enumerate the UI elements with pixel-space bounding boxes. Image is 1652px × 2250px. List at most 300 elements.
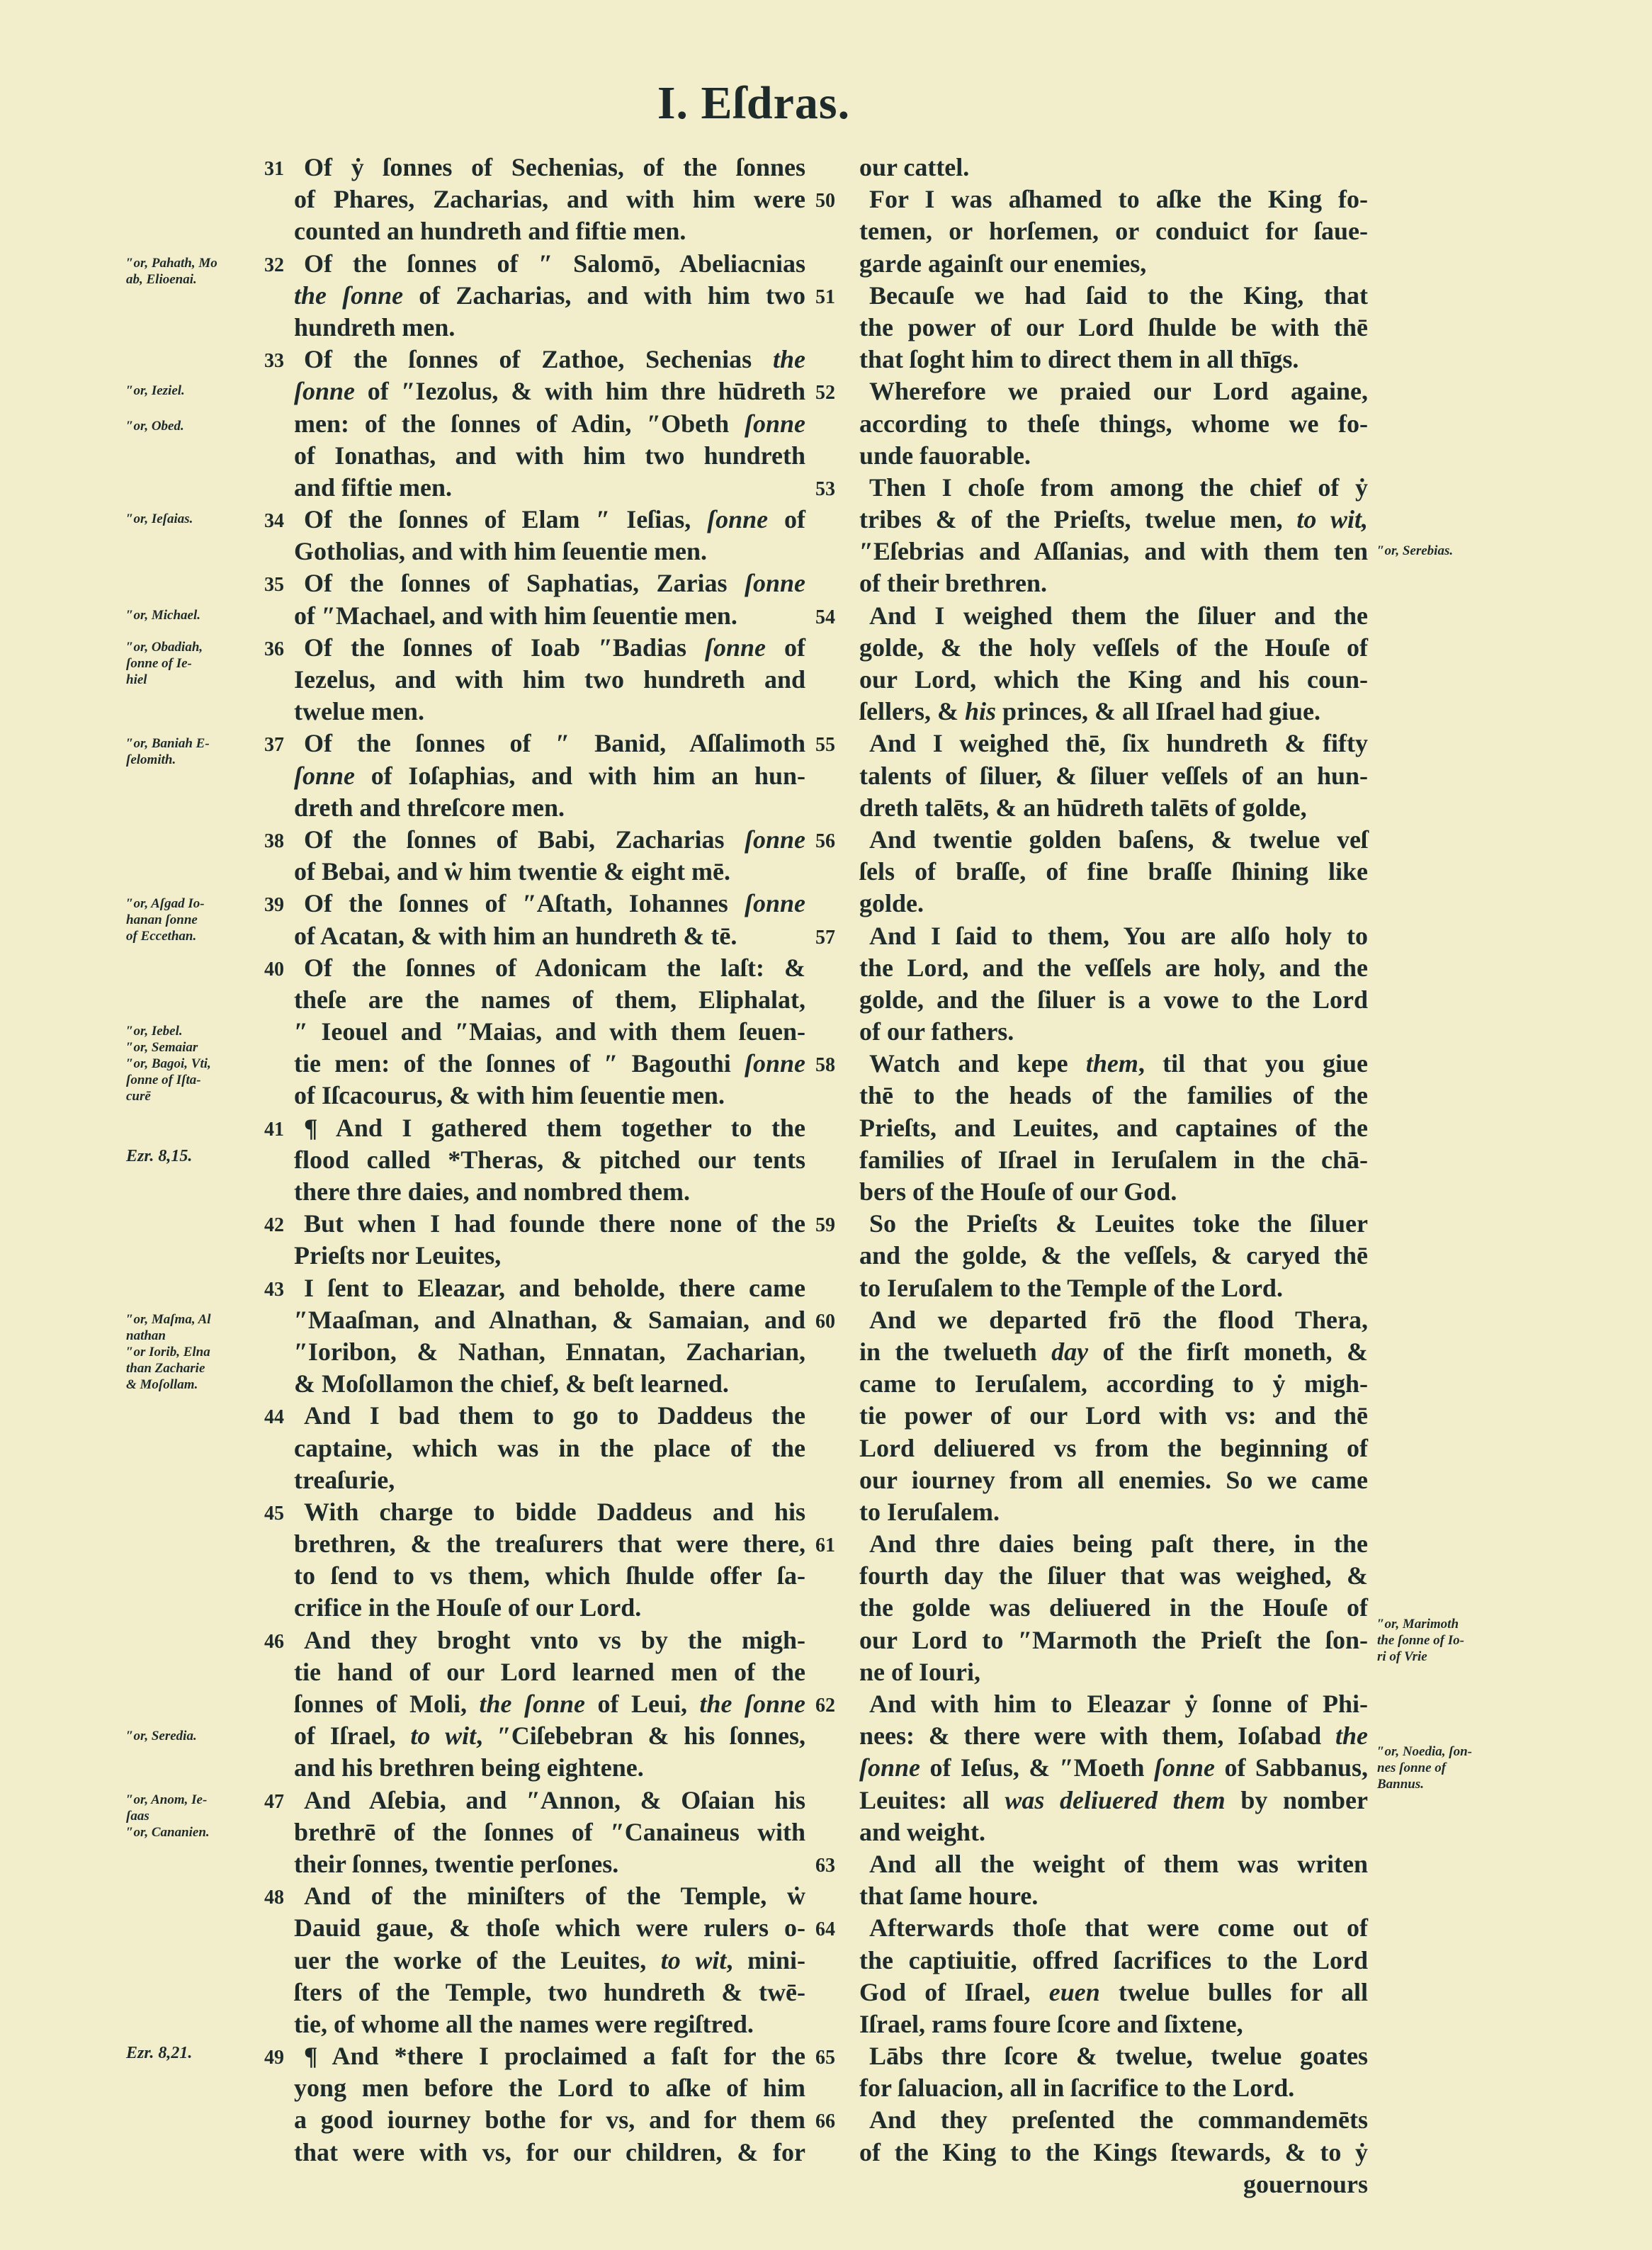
verse-number: 45 bbox=[264, 1502, 284, 1525]
margin-note-line: Bannus. bbox=[1377, 1777, 1425, 1792]
verse-number: 54 bbox=[815, 606, 835, 628]
text-segment: to Ieruſalem to the Temple of the Lord. bbox=[859, 1273, 1283, 1302]
text-line bbox=[294, 440, 805, 472]
margin-note-line: ab, Elioenai. bbox=[126, 271, 197, 287]
text-line bbox=[859, 1624, 1368, 1656]
text-line bbox=[294, 600, 805, 632]
text-segment: by nomber bbox=[1225, 1785, 1369, 1814]
text-line bbox=[294, 792, 805, 824]
text-line bbox=[264, 1880, 805, 1912]
text-segment: And Aſebia, and ″Annon, & Oſaian his bbox=[304, 1785, 805, 1814]
text-segment: And with him to Eleazar ẏ ſonne of Phi- bbox=[869, 1690, 1368, 1718]
text-line bbox=[859, 408, 1368, 440]
margin-note bbox=[126, 1311, 211, 1393]
text-line bbox=[294, 1560, 805, 1592]
text-segment: golde. bbox=[859, 889, 924, 918]
text-line bbox=[815, 280, 1368, 312]
text-line bbox=[294, 1048, 805, 1080]
verse-number: 47 bbox=[264, 1790, 284, 1813]
text-segment: of ″Iezolus, & with him thre hūdreth bbox=[355, 377, 805, 406]
text-segment: of Phares, Zacharias, and with him were bbox=[294, 185, 805, 214]
cross-reference bbox=[126, 2045, 192, 2062]
text-line bbox=[294, 1304, 805, 1336]
text-line bbox=[294, 2137, 805, 2169]
margin-note-line: nes ſonne of bbox=[1377, 1760, 1447, 1776]
text-segment: ″ Ieouel and ″Maias, and with them ſeuen- bbox=[294, 1017, 805, 1046]
text-line bbox=[294, 1528, 805, 1560]
margin-note-line: nathan bbox=[126, 1328, 166, 1344]
text-line bbox=[859, 2072, 1368, 2104]
text-segment: a good iourney bothe for vs, and for them bbox=[294, 2105, 805, 2135]
text-line bbox=[815, 1304, 1368, 1336]
italic-text: the ſonne bbox=[294, 281, 404, 310]
text-segment: Of ẏ ſonnes of Sechenias, of the ſonnes bbox=[304, 153, 805, 181]
text-line bbox=[859, 1336, 1368, 1368]
text-line bbox=[859, 1720, 1368, 1752]
verse-number: 38 bbox=[264, 830, 284, 852]
text-line bbox=[859, 1464, 1368, 1496]
text-segment: according to theſe things, whome we fo- bbox=[859, 409, 1368, 438]
text-segment: Dauid gaue, & thoſe which were rulers o- bbox=[294, 1913, 805, 1943]
text-line bbox=[859, 664, 1368, 696]
verse-number: 49 bbox=[264, 2047, 284, 2069]
text-line bbox=[264, 728, 805, 759]
text-line bbox=[264, 567, 805, 599]
text-segment: ″Eſebrias and Aſſanias, and with them ten bbox=[859, 537, 1368, 566]
text-line bbox=[859, 1592, 1368, 1624]
text-segment: ſels of braſſe, of fine braſſe ſhining like bbox=[859, 857, 1368, 886]
verse-number: 53 bbox=[815, 477, 835, 500]
margin-note-line: of Eccethan. bbox=[126, 928, 197, 944]
margin-note-line: ſonne of Iſta- bbox=[126, 1073, 201, 1088]
text-line bbox=[859, 2008, 1368, 2040]
text-line bbox=[294, 1816, 805, 1848]
margin-note bbox=[1377, 1743, 1472, 1792]
text-line bbox=[264, 1208, 805, 1240]
text-segment: tie power of our Lord with vs: and thē bbox=[859, 1401, 1368, 1430]
text-line bbox=[859, 952, 1368, 984]
text-line bbox=[859, 152, 1368, 183]
text-line bbox=[859, 344, 1368, 375]
text-line bbox=[294, 1176, 805, 1208]
verse-number: 65 bbox=[815, 2047, 835, 2069]
text-segment: of Zacharias, and with him two bbox=[403, 281, 806, 310]
verse-number: 32 bbox=[264, 254, 284, 276]
text-line bbox=[815, 1048, 1369, 1080]
text-line bbox=[859, 1144, 1368, 1176]
text-segment: Of the ſonnes of ″ Banid, Aſſalimoth bbox=[304, 729, 805, 758]
text-segment: Then I choſe from among the chief of ẏ bbox=[869, 473, 1368, 502]
text-segment: of Iſcacourus, & with him ſeuentie men. bbox=[294, 1081, 725, 1110]
margin-note bbox=[126, 383, 185, 399]
text-segment: And thre daies being paſt there, in the bbox=[869, 1530, 1368, 1559]
text-segment: flood called *Theras, & pitched our tents bbox=[294, 1145, 805, 1174]
margin-note-line: ″or, Pahath, Mo bbox=[126, 255, 217, 271]
text-segment: crifice in the Houſe of our Lord. bbox=[294, 1593, 642, 1622]
text-segment: families of Iſrael in Ieruſalem in the chā- bbox=[859, 1145, 1368, 1174]
verse-number: 44 bbox=[264, 1406, 284, 1429]
text-segment: of our fathers. bbox=[859, 1017, 1014, 1046]
text-line bbox=[264, 1272, 805, 1304]
text-line bbox=[815, 920, 1368, 952]
text-segment: counted an hundreth and fiftie men. bbox=[294, 217, 686, 246]
text-segment: and the golde, & the veſſels, & caryed thē bbox=[859, 1241, 1368, 1270]
verse-number: 52 bbox=[815, 382, 835, 405]
text-line bbox=[294, 1368, 805, 1400]
text-line bbox=[859, 1240, 1368, 1272]
text-segment: Iezelus, and with him two hundreth and bbox=[294, 665, 805, 694]
text-segment: , mini- bbox=[726, 1945, 805, 1974]
text-segment: in the twelueth bbox=[859, 1337, 1052, 1366]
text-line bbox=[859, 1752, 1368, 1784]
italic-text: to wit bbox=[410, 1722, 477, 1751]
text-line bbox=[294, 280, 805, 312]
margin-note-line: hanan ſonne bbox=[126, 912, 198, 927]
text-line bbox=[859, 1945, 1368, 1977]
text-segment: Watch and kepe bbox=[869, 1049, 1086, 1078]
margin-note bbox=[126, 735, 210, 768]
text-line bbox=[859, 1560, 1368, 1592]
text-segment: thē to the heads of the families of the bbox=[859, 1081, 1368, 1110]
text-line bbox=[294, 760, 805, 792]
text-line bbox=[294, 215, 805, 247]
left-column bbox=[264, 152, 806, 2169]
text-segment: And twentie golden baſens, & twelue veſ bbox=[869, 825, 1368, 854]
text-segment: ¶ And I gathered them together to the bbox=[304, 1113, 805, 1142]
text-segment: And I bad them to go to Daddeus the bbox=[304, 1401, 805, 1430]
text-line bbox=[294, 1656, 805, 1688]
margin-note-line: Ezr. 8,15. bbox=[126, 1147, 193, 1166]
cross-reference bbox=[126, 1148, 192, 1165]
text-segment: of the King to the Kings ſtewards, & to ẏ bbox=[859, 2137, 1368, 2166]
margin-note bbox=[1377, 1616, 1464, 1665]
text-line bbox=[294, 984, 805, 1016]
margin-note-line: than Zacharie bbox=[126, 1361, 205, 1376]
text-line bbox=[859, 1977, 1368, 2008]
text-line bbox=[294, 1144, 805, 1176]
margin-note-line: Ezr. 8,21. bbox=[126, 2043, 193, 2062]
margin-note-line: ſaas bbox=[126, 1809, 149, 1824]
text-segment: hundreth men. bbox=[294, 312, 456, 341]
text-line bbox=[859, 1656, 1368, 1688]
text-line bbox=[294, 1016, 805, 1048]
text-line bbox=[294, 312, 805, 344]
text-line bbox=[294, 2104, 805, 2136]
text-line bbox=[815, 2104, 1368, 2136]
text-segment: and his brethren being eightene. bbox=[294, 1753, 644, 1782]
margin-note-line: ri of Vrie bbox=[1377, 1649, 1427, 1664]
text-segment: And they broght vnto vs by the migh- bbox=[304, 1625, 805, 1654]
text-line bbox=[815, 1912, 1368, 1944]
text-segment: the golde was deliuered in the Houſe of bbox=[859, 1593, 1368, 1622]
italic-text: ſonne bbox=[704, 633, 766, 662]
text-segment: And I weighed them the ſiluer and the bbox=[869, 601, 1368, 630]
verse-number: 50 bbox=[815, 190, 835, 213]
text-line bbox=[859, 312, 1368, 344]
verse-number: 64 bbox=[815, 1918, 835, 1941]
text-line bbox=[294, 1720, 805, 1752]
text-line bbox=[815, 472, 1368, 504]
text-segment: Of the ſonnes of ″Aſtath, Iohannes bbox=[304, 889, 745, 918]
verse-number: 35 bbox=[264, 574, 284, 597]
text-line bbox=[294, 1912, 805, 1944]
text-segment: twelue men. bbox=[294, 697, 424, 726]
text-line bbox=[264, 2040, 805, 2072]
text-line bbox=[264, 152, 805, 183]
italic-text: euen bbox=[1048, 1977, 1100, 2006]
text-line bbox=[294, 1848, 805, 1880]
text-line bbox=[294, 1432, 805, 1464]
text-segment: to ſend to vs them, which ſhulde offer ſa- bbox=[294, 1561, 805, 1590]
italic-text: ſonne bbox=[744, 409, 805, 438]
verse-number: 31 bbox=[264, 158, 284, 180]
verse-number: 51 bbox=[815, 286, 835, 308]
text-segment: Of the ſonnes of Zathoe, Sechenias bbox=[304, 345, 773, 374]
text-line bbox=[859, 1368, 1368, 1400]
text-segment: of bbox=[768, 505, 805, 534]
text-segment: brethren, & the treaſurers that were there, bbox=[294, 1530, 805, 1559]
text-line bbox=[264, 952, 805, 984]
text-line bbox=[859, 1016, 1368, 1048]
italic-text: ſonne bbox=[744, 825, 805, 854]
page-title: I. Eſdras. bbox=[657, 77, 851, 129]
text-line bbox=[294, 920, 805, 952]
verse-number: 37 bbox=[264, 734, 284, 757]
margin-note-line: ″or, Anom, Ie- bbox=[126, 1792, 208, 1808]
italic-text: ſonne bbox=[707, 505, 769, 534]
text-line bbox=[294, 183, 805, 215]
text-segment: And all the weight of them was writen bbox=[869, 1849, 1368, 1878]
text-segment: ″Ioribon, & Nathan, Ennatan, Zacharian, bbox=[294, 1337, 805, 1366]
text-segment: For I was aſhamed to aſke the King fo- bbox=[869, 185, 1368, 214]
text-segment: fourth day the ſiluer that was weighed, & bbox=[859, 1561, 1368, 1590]
margin-note bbox=[126, 511, 193, 527]
text-segment: With charge to bidde Daddeus and his bbox=[304, 1497, 805, 1526]
text-line bbox=[859, 632, 1368, 664]
italic-text: the bbox=[1335, 1722, 1368, 1751]
text-line bbox=[859, 1432, 1368, 1464]
verse-number: 55 bbox=[815, 734, 835, 757]
text-line bbox=[815, 824, 1368, 856]
text-line bbox=[294, 2072, 805, 2104]
text-segment: Of the ſonnes of Adonicam the laſt: & bbox=[304, 953, 805, 982]
verse-number: 48 bbox=[264, 1887, 284, 1909]
text-line bbox=[294, 1945, 805, 1977]
margin-note-line: hiel bbox=[126, 672, 147, 687]
text-segment: tribes & of the Prieſts, twelue men, bbox=[859, 505, 1297, 534]
text-line bbox=[294, 1688, 805, 1720]
text-line bbox=[815, 1848, 1368, 1880]
text-segment: garde againſt our enemies, bbox=[859, 249, 1147, 278]
text-line bbox=[294, 856, 805, 888]
text-segment: Of the ſonnes of ″ Salomō, Abeliacnias bbox=[304, 249, 805, 278]
margin-note-line: ſonne of Ie- bbox=[126, 656, 192, 671]
text-line bbox=[859, 856, 1368, 888]
verse-number: 59 bbox=[815, 1214, 835, 1237]
verse-number: 43 bbox=[264, 1278, 284, 1301]
text-line bbox=[264, 504, 805, 536]
text-line bbox=[294, 472, 805, 504]
text-segment: Of the ſonnes of Ioab ″Badias bbox=[304, 633, 705, 662]
margin-note-line: ″or, Bagoi, Vti, bbox=[126, 1056, 211, 1072]
margin-note-line: ″or, Ieſaias. bbox=[126, 511, 193, 527]
text-line bbox=[815, 1208, 1368, 1240]
italic-text: ſonne bbox=[744, 1049, 805, 1078]
text-segment: that ſame houre. bbox=[859, 1882, 1039, 1911]
text-line bbox=[294, 664, 805, 696]
text-segment: And I weighed thē, ſix hundreth & fifty bbox=[869, 729, 1368, 758]
text-segment: our Lord, which the King and his coun- bbox=[859, 665, 1368, 694]
italic-text: the bbox=[772, 345, 805, 374]
text-segment: tie men: of the ſonnes of ″ Bagouthi bbox=[294, 1049, 745, 1078]
text-line bbox=[859, 1496, 1368, 1528]
italic-text: his bbox=[964, 697, 996, 726]
text-segment: of Acatan, & with him an hundreth & tē. bbox=[294, 921, 737, 950]
italic-text: to wit bbox=[660, 1945, 727, 1974]
text-segment: Lābs thre ſcore & twelue, twelue goates bbox=[869, 2042, 1368, 2071]
text-segment: brethrē of the ſonnes of ″Canaineus with bbox=[294, 1817, 805, 1846]
text-segment: golde, and the ſiluer is a vowe to the Lord bbox=[859, 985, 1368, 1014]
text-segment: our Lord to ″Marmoth the Prieſt the ſon- bbox=[859, 1625, 1368, 1654]
text-line bbox=[294, 1752, 805, 1784]
text-segment: the Lord, and the veſſels are holy, and the bbox=[859, 953, 1368, 982]
text-line bbox=[264, 824, 805, 856]
text-segment: came to Ieruſalem, according to ẏ migh- bbox=[859, 1369, 1368, 1398]
text-segment: yong men before the Lord to aſke of him bbox=[294, 2074, 805, 2103]
text-segment: temen, or horſemen, or conduict for ſaue- bbox=[859, 217, 1368, 246]
text-segment: bers of the Houſe of our God. bbox=[859, 1177, 1177, 1206]
text-segment: Of the ſonnes of Babi, Zacharias bbox=[304, 825, 745, 854]
margin-note bbox=[126, 1023, 211, 1104]
text-segment: and weight. bbox=[859, 1817, 986, 1846]
verse-number: 34 bbox=[264, 510, 284, 533]
text-line bbox=[859, 888, 1368, 920]
text-segment: men: of the ſonnes of Adin, ″Obeth bbox=[294, 409, 745, 438]
text-segment: golde, & the holy veſſels of the Houſe of bbox=[859, 633, 1368, 662]
italic-text: ſonne bbox=[744, 569, 805, 598]
text-segment: to Ieruſalem. bbox=[859, 1497, 1000, 1526]
text-line bbox=[859, 1176, 1368, 1208]
text-segment: Prieſts, and Leuites, and captaines of the bbox=[859, 1113, 1368, 1142]
text-segment: their ſonnes, twentie perſones. bbox=[294, 1849, 619, 1878]
text-line bbox=[294, 375, 805, 407]
text-segment: of Ionathas, and with him two hundreth bbox=[294, 441, 805, 470]
text-segment: , ″Ciſebebran & his ſonnes, bbox=[476, 1722, 805, 1751]
italic-text: them bbox=[1085, 1049, 1138, 1078]
verse-number: 41 bbox=[264, 1118, 284, 1141]
italic-text: to wit, bbox=[1296, 505, 1368, 534]
margin-note bbox=[126, 1792, 210, 1841]
margin-note-line: ″or, Baniah E- bbox=[126, 735, 210, 751]
text-line bbox=[294, 1336, 805, 1368]
text-line bbox=[815, 2040, 1368, 2072]
text-segment: uer the worke of the Leuites, bbox=[294, 1945, 661, 1974]
margin-note-line: ″or, Cananien. bbox=[126, 1825, 210, 1841]
text-segment: And I ſaid to them, You are alſo holy to bbox=[869, 921, 1368, 950]
text-line bbox=[859, 1112, 1368, 1144]
text-line bbox=[294, 1592, 805, 1624]
text-line bbox=[859, 1400, 1368, 1432]
text-segment: nees: & there were with them, Ioſabad bbox=[859, 1722, 1335, 1751]
verse-number: 46 bbox=[264, 1630, 284, 1653]
text-segment: of bbox=[766, 633, 805, 662]
text-segment: And we departed frō the flood Thera, bbox=[869, 1305, 1368, 1334]
text-segment: princes, & all Iſrael had giue. bbox=[996, 697, 1320, 726]
text-segment: the power of our Lord ſhulde be with thē bbox=[859, 312, 1368, 341]
italic-text: ſonne bbox=[294, 377, 356, 406]
text-segment: captaine, which was in the place of the bbox=[294, 1433, 805, 1462]
text-line bbox=[859, 215, 1368, 247]
text-segment: theſe are the names of them, Eliphalat, bbox=[294, 985, 805, 1014]
text-segment: ſellers, & bbox=[859, 697, 965, 726]
text-line bbox=[859, 2137, 1368, 2169]
italic-text: ſonne bbox=[294, 761, 356, 790]
text-segment: unde fauorable. bbox=[859, 441, 1031, 470]
catchword: gouernours bbox=[1243, 2169, 1368, 2198]
text-line bbox=[294, 536, 805, 567]
text-line bbox=[815, 600, 1368, 632]
text-line bbox=[294, 2008, 805, 2040]
text-line bbox=[815, 1688, 1368, 1720]
text-segment: , til that you giue bbox=[1138, 1049, 1369, 1078]
verse-number: 66 bbox=[815, 2110, 835, 2133]
text-line bbox=[264, 1112, 805, 1144]
margin-note bbox=[126, 895, 205, 944]
text-segment: twelue bulles for all bbox=[1099, 1977, 1369, 2006]
text-segment: Of the ſonnes of Saphatias, Zarias bbox=[304, 569, 745, 598]
text-segment: ſonnes of Moli, bbox=[294, 1690, 480, 1718]
margin-note bbox=[126, 418, 184, 434]
text-line bbox=[815, 375, 1368, 407]
margin-note-line: ſelomith. bbox=[126, 752, 176, 767]
text-segment: our cattel. bbox=[859, 153, 970, 181]
text-segment: of Sabbanus, bbox=[1215, 1753, 1368, 1782]
italic-text: ſonne bbox=[859, 1753, 921, 1782]
text-line bbox=[264, 1785, 805, 1816]
text-segment: tie hand of our Lord learned men of the bbox=[294, 1657, 805, 1686]
italic-text: the ſonne bbox=[479, 1690, 585, 1718]
text-line bbox=[264, 344, 805, 375]
text-line bbox=[859, 1785, 1368, 1816]
text-segment: and fiftie men. bbox=[294, 473, 452, 502]
text-segment: of Bebai, and ẇ him twentie & eight mē. bbox=[294, 857, 730, 886]
text-segment: I ſent to Eleazar, and beholde, there came bbox=[304, 1273, 805, 1302]
text-segment: our iourney from all enemies. So we came bbox=[859, 1465, 1368, 1494]
margin-note-line: & Moſollam. bbox=[126, 1377, 198, 1393]
text-line bbox=[859, 984, 1368, 1016]
verse-number: 58 bbox=[815, 1054, 835, 1077]
text-segment: of Iſrael, bbox=[294, 1722, 411, 1751]
text-line bbox=[294, 1080, 805, 1112]
text-line bbox=[815, 728, 1368, 759]
text-line bbox=[264, 1400, 805, 1432]
text-line bbox=[294, 408, 805, 440]
text-segment: ¶ And *there I proclaimed a faſt for the bbox=[304, 2042, 805, 2071]
text-line bbox=[859, 1880, 1368, 1912]
right-column bbox=[815, 152, 1369, 2200]
margin-note bbox=[126, 639, 203, 688]
text-line bbox=[859, 1816, 1368, 1848]
margin-note-line: ″or, Semaiar bbox=[126, 1040, 198, 1056]
verse-number: 42 bbox=[264, 1214, 284, 1237]
text-line bbox=[859, 1080, 1368, 1112]
text-segment: of Leui, bbox=[585, 1690, 700, 1718]
text-line bbox=[294, 1977, 805, 2008]
text-segment: ″Maaſman, and Alnathan, & Samaian, and bbox=[294, 1305, 805, 1334]
text-segment: that were with vs, for our children, & for bbox=[294, 2137, 805, 2166]
margin-note-line: ″or, Aſgad Io- bbox=[126, 895, 205, 911]
margin-note-line: ″or, Maſma, Al bbox=[126, 1312, 211, 1328]
